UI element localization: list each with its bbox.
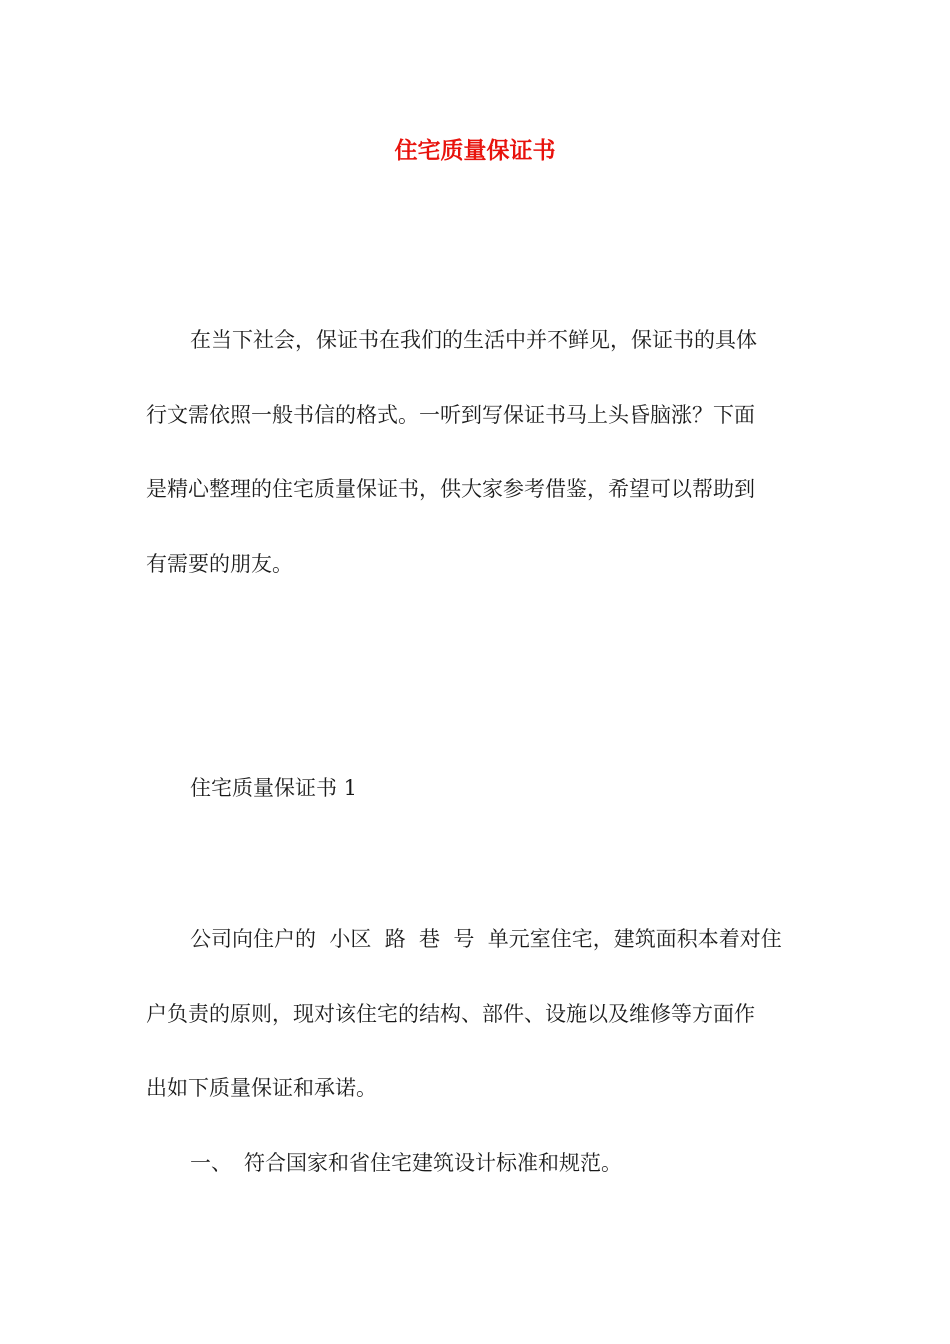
body-line: 户负责的原则，现对该住宅的结构、部件、设施以及维修等方面作 (146, 1001, 755, 1026)
list-item-text: 符合国家和省住宅建筑设计标准和规范。 (244, 1151, 622, 1175)
intro-line: 有需要的朋友。 (146, 551, 293, 576)
intro-paragraph (146, 303, 806, 601)
body-line: 公司向住户的 小区 路 巷 号 单元室住宅，建筑面积本着对住 (190, 927, 782, 951)
intro-line: 是精心整理的住宅质量保证书，供大家参考借鉴，希望可以帮助到 (146, 477, 755, 501)
intro-line: 在当下社会，保证书在我们的生活中并不鲜见，保证书的具体 (190, 328, 757, 352)
body-paragraph (146, 902, 806, 1126)
list-item (190, 1145, 622, 1181)
body-line: 出如下质量保证和承诺。 (146, 1076, 377, 1100)
list-item-number: 一、 (190, 1151, 232, 1175)
document-title: 住宅质量保证书 (394, 137, 556, 164)
section-title: 住宅质量保证书 1 (190, 776, 358, 800)
intro-line: 行文需依照一般书信的格式。一听到写保证书马上头昏脑涨？下面 (146, 402, 755, 427)
